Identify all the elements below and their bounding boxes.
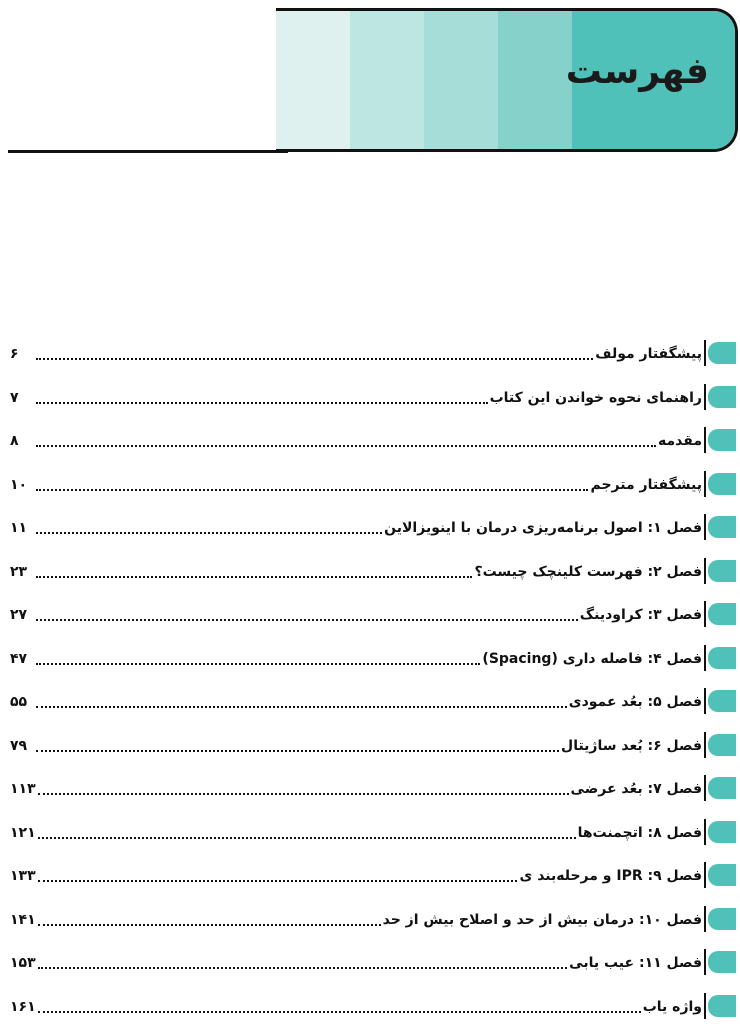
page-title: فهرست — [566, 51, 709, 92]
entry-divider — [704, 601, 706, 627]
toc-entry-label: راهنمای نحوه خواندن این کتاب — [490, 388, 702, 410]
header-stripe — [498, 11, 572, 149]
bullet-tab-icon — [708, 429, 736, 451]
toc-entry[interactable] — [0, 641, 740, 685]
entry-divider — [704, 949, 706, 975]
header-stripe — [424, 11, 498, 149]
dot-leader — [36, 619, 578, 621]
entry-divider — [704, 427, 706, 453]
bullet-tab-icon — [708, 734, 736, 756]
header-tab — [276, 8, 738, 152]
bullet-tab-icon — [708, 951, 736, 973]
toc-entry-label: فصل ۷: بعُد عرضی — [571, 779, 702, 801]
entry-line — [10, 601, 702, 627]
entry-line — [10, 993, 702, 1019]
bullet-tab-icon — [708, 864, 736, 886]
bullet-tab-icon — [708, 473, 736, 495]
header-stripe — [350, 11, 424, 149]
toc-entry[interactable] — [0, 771, 740, 815]
entry-divider — [704, 384, 706, 410]
toc-page-number: ۱۱ — [10, 518, 34, 540]
toc-entry[interactable] — [0, 815, 740, 859]
entry-line — [10, 427, 702, 453]
entry-line — [10, 558, 702, 584]
dot-leader — [38, 967, 568, 969]
bullet-tab-icon — [708, 560, 736, 582]
entry-line — [10, 949, 702, 975]
bullet-tab-icon — [708, 995, 736, 1017]
entry-line — [10, 906, 702, 932]
bullet-tab-icon — [708, 386, 736, 408]
entry-line — [10, 471, 702, 497]
entry-line — [10, 514, 702, 540]
dot-leader — [36, 358, 593, 360]
dot-leader — [38, 793, 569, 795]
entry-divider — [704, 906, 706, 932]
bullet-tab-icon — [708, 777, 736, 799]
entry-divider — [704, 645, 706, 671]
entry-divider — [704, 819, 706, 845]
toc-entry[interactable] — [0, 858, 740, 902]
toc-page-number: ۱۵۳ — [10, 953, 36, 975]
bullet-tab-icon — [708, 342, 736, 364]
dot-leader — [38, 837, 576, 839]
dot-leader — [36, 750, 559, 752]
toc-entry-label: فصل ۴: فاصله داری (Spacing) — [482, 649, 702, 671]
toc-page-number: ۱۲۱ — [10, 823, 36, 845]
entry-divider — [704, 688, 706, 714]
toc-entry[interactable] — [0, 902, 740, 946]
dot-leader — [36, 489, 588, 491]
toc-entry-label: پیشگفتار مترجم — [590, 475, 702, 497]
dot-leader — [36, 532, 382, 534]
toc-page-number: ۷ — [10, 388, 34, 410]
toc-entry-label: فصل ۹: IPR و مرحله‌بند ی — [519, 866, 702, 888]
toc-entry-label: پیشگفتار مولف — [595, 344, 702, 366]
toc-entry-label: فصل ۱۱: عیب یابی — [569, 953, 702, 975]
bullet-tab-icon — [708, 690, 736, 712]
header-banner — [8, 0, 734, 154]
entry-divider — [704, 732, 706, 758]
toc-entry[interactable] — [0, 989, 740, 1032]
entry-divider — [704, 993, 706, 1019]
dot-leader — [38, 924, 381, 926]
entry-divider — [704, 862, 706, 888]
toc-entry-label: مقدمه — [658, 431, 702, 453]
bullet-tab-icon — [708, 821, 736, 843]
toc-page-number: ۱۰ — [10, 475, 34, 497]
entry-divider — [704, 471, 706, 497]
entry-line — [10, 645, 702, 671]
header-rule — [8, 150, 288, 153]
toc-entry[interactable] — [0, 728, 740, 772]
toc-entry-label: فصل ۱۰: درمان بیش از حد و اصلاح بیش از حد — [383, 910, 702, 932]
toc-entry[interactable] — [0, 467, 740, 511]
toc-page-number: ۱۳۳ — [10, 866, 36, 888]
entry-divider — [704, 775, 706, 801]
entry-line — [10, 862, 702, 888]
dot-leader — [36, 706, 567, 708]
bullet-tab-icon — [708, 516, 736, 538]
toc-page-number: ۷۹ — [10, 736, 34, 758]
toc-entry[interactable] — [0, 380, 740, 424]
dot-leader — [36, 576, 472, 578]
toc-entry-label: فصل ۲: فهرست کلینچک چیست؟ — [474, 562, 702, 584]
toc-page-number: ۴۷ — [10, 649, 34, 671]
toc-entry-label: فصل ۳: کراودینگ — [580, 605, 702, 627]
toc-entry[interactable] — [0, 945, 740, 989]
entry-line — [10, 688, 702, 714]
toc-entry[interactable] — [0, 597, 740, 641]
header-stripe — [276, 11, 350, 149]
toc-entry-label: فصل ۸: اتچمنت‌ها — [578, 823, 702, 845]
bullet-tab-icon — [708, 647, 736, 669]
bullet-tab-icon — [708, 603, 736, 625]
toc-entry-label: فصل ۶: بُعد ساژیتال — [561, 736, 702, 758]
toc-entry-label: فصل ۱: اصول برنامه‌ریزی درمان با اینویزالاین — [384, 518, 702, 540]
toc-entry-label: واژه یاب — [643, 997, 702, 1019]
dot-leader — [38, 1011, 641, 1013]
entry-line — [10, 819, 702, 845]
toc-entry[interactable] — [0, 684, 740, 728]
dot-leader — [36, 445, 656, 447]
toc-entry-label: فصل ۵: بعُد عمودی — [569, 692, 702, 714]
header-title-panel — [572, 11, 735, 149]
toc-page-number: ۱۶۱ — [10, 997, 36, 1019]
toc-entry[interactable] — [0, 423, 740, 467]
dot-leader — [36, 402, 488, 404]
toc-entry[interactable] — [0, 336, 740, 380]
entry-line — [10, 732, 702, 758]
toc-page-number: ۱۱۳ — [10, 779, 36, 801]
toc-entry[interactable] — [0, 510, 740, 554]
toc-page-number: ۶ — [10, 344, 34, 366]
dot-leader — [38, 880, 518, 882]
entry-divider — [704, 514, 706, 540]
entry-divider — [704, 340, 706, 366]
toc-page-number: ۱۴۱ — [10, 910, 36, 932]
table-of-contents — [0, 336, 740, 1032]
entry-line — [10, 340, 702, 366]
toc-entry[interactable] — [0, 554, 740, 598]
entry-divider — [704, 558, 706, 584]
entry-line — [10, 384, 702, 410]
toc-page-number: ۸ — [10, 431, 34, 453]
entry-line — [10, 775, 702, 801]
toc-page-number: ۲۷ — [10, 605, 34, 627]
bullet-tab-icon — [708, 908, 736, 930]
toc-page-number: ۲۳ — [10, 562, 34, 584]
toc-page-number: ۵۵ — [10, 692, 34, 714]
dot-leader — [36, 663, 480, 665]
